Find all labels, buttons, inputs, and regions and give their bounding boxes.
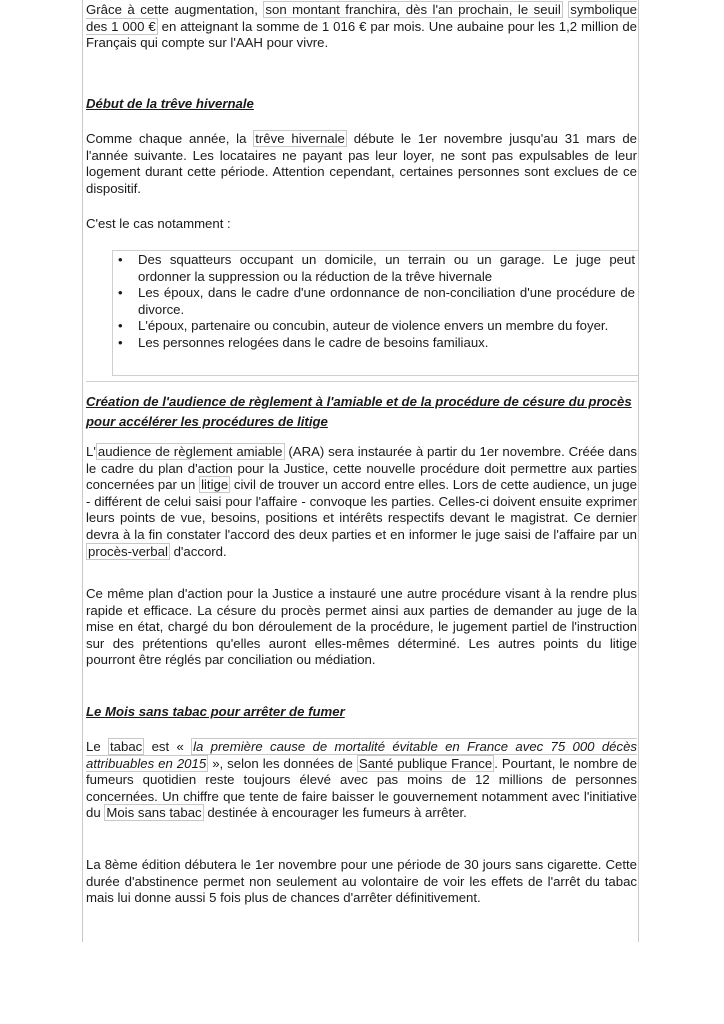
highlight-box: son montant franchira, dès l'an prochain, le seuil <box>265 2 561 17</box>
intro-text: pour les 1,2 million de Français qui compte sur l'AAH pour vivre. <box>86 18 637 51</box>
bullet-icon: • <box>118 318 123 334</box>
bullet-icon: • <box>118 334 123 350</box>
list-item-text: L'époux, partenaire ou concubin, auteur de violence envers un membre du foyer. <box>138 318 609 334</box>
paragraph-text: C'est le cas notamment : <box>86 216 231 231</box>
section-tabac <box>86 704 637 721</box>
list-item-text: Des squatteurs occupant un domicile, un terrain ou un garage. Le juge peut ordonner la suppression ou la réduction de la trêve hivernale <box>138 252 635 284</box>
paragraph-text: destinée à encourager les fumeurs à arrêter. <box>207 805 467 821</box>
section-heading: Création de l'audience de règlement à l'amiable et de la procédure de césure du procès pour accélérer les procédures de litige <box>86 394 632 429</box>
paragraph-text: La 8ème édition débutera le 1er novembre pour une période de 30 jours sans cigarette. Cette durée d'abstinence permet non seulement au volontaire de voir les effets de l'arrêt du tabac mais lui donne aussi 5 fois plus de chances d'arrêter définitivement. <box>86 857 637 906</box>
intro-paragraph <box>86 2 637 52</box>
link-term-tabac[interactable]: tabac <box>109 739 143 754</box>
bullet-icon: • <box>118 285 123 301</box>
treve-intro-list <box>86 216 637 233</box>
tabac-paragraph-2 <box>86 857 637 907</box>
link-term-proces-verbal[interactable]: procès-verbal <box>88 543 168 559</box>
paragraph-text: (ARA) sera instaurée à partir du 1er novembre. Créée dans le cadre du plan d'action pour la Justice, cette nouvelle procédure doit permettre aux parties concernées par un <box>86 444 637 493</box>
paragraph-text: Le <box>86 739 101 754</box>
section-heading: Le Mois sans tabac pour arrêter de fumer <box>86 704 345 719</box>
quote-text: la première cause de mortalité évitable en France avec 75 000 décès attribuables en 2015 <box>86 739 638 771</box>
tabac-paragraph-1 <box>86 739 637 822</box>
paragraph-text: d'accord. <box>173 543 227 559</box>
bullet-list <box>112 252 635 352</box>
section-ara <box>86 392 637 432</box>
section-heading: Début de la trêve hivernale <box>86 96 254 111</box>
paragraph-text: . Pourtant, le nombre de fumeurs quotidien reste toujours élevé avec pas moins de 12 millions de personnes concernées. Un chiffre que tente de faire baisser le gouvernement notamment avec l'initiative du <box>86 755 638 821</box>
highlight-box: symbolique des 1 000 € <box>86 2 637 34</box>
paragraph-text: est « <box>151 739 184 754</box>
link-term-treve[interactable]: trêve hivernale <box>255 131 345 146</box>
section-treve <box>86 96 637 113</box>
list-item-text: Les époux, dans le cadre d'une ordonnance de non-conciliation d'une procédure de divorce. <box>138 285 635 317</box>
link-term-litige[interactable]: litige <box>201 477 229 493</box>
paragraph-text: civil de trouver un accord entre elles. Lors de cette audience, un juge - différent de celui saisi pour l'affaire - convoque les parties. Celles-ci doivent ensuite exprimer leurs points de vue, besoins, positions et intérêts respectifs devant le magistrat. Ce dernier devra à la fin constater l'accord des deux parties et en informer le juge saisi de l'affaire par un <box>86 477 637 542</box>
paragraph-text: Ce même plan d'action pour la Justice a instauré une autre procédure visant à la rendre plus rapide et efficace. La césure du procès permet ainsi aux parties de demander au juge de la mise en état, chargé du bon déroulement de la procédure, le jugement partiel de l'instruction sur des prétentions qu'elles auront elles-mêmes déterminé. Les autres points du litige pourront être réglés par conciliation ou médiation. <box>86 586 637 668</box>
link-term-sante-publique[interactable]: Santé publique France <box>358 755 493 771</box>
list-item <box>112 285 635 318</box>
link-term-mois-sans-tabac[interactable]: Mois sans tabac <box>106 805 202 821</box>
paragraph-text: », selon les données de <box>212 755 353 771</box>
bullet-icon: • <box>118 252 123 267</box>
divider <box>86 381 637 382</box>
list-item <box>112 335 635 352</box>
list-item <box>112 318 635 335</box>
list-item <box>112 252 635 285</box>
intro-text: en atteignant la somme de 1 016 € par mois. Une aubaine <box>161 18 504 34</box>
paragraph-text: débute le 1er novembre jusqu'au 31 mars de l'année suivante. Les locataires ne payant pas leur loyer, ne sont pas expulsables de leur logement durant cette période. Attention cependant, certaines personnes sont exclues de ce dispositif. <box>86 131 637 196</box>
ara-paragraph-1 <box>86 444 637 560</box>
intro-text: Grâce à cette augmentation, <box>86 2 258 17</box>
treve-paragraph <box>86 131 637 197</box>
paragraph-text: L' <box>86 444 96 459</box>
ara-paragraph-2 <box>86 586 637 669</box>
paragraph-text: Comme chaque année, la <box>86 131 247 146</box>
list-item-text: Les personnes relogées dans le cadre de besoins familiaux. <box>138 334 489 350</box>
link-term-ara[interactable]: audience de règlement amiable <box>97 444 283 459</box>
